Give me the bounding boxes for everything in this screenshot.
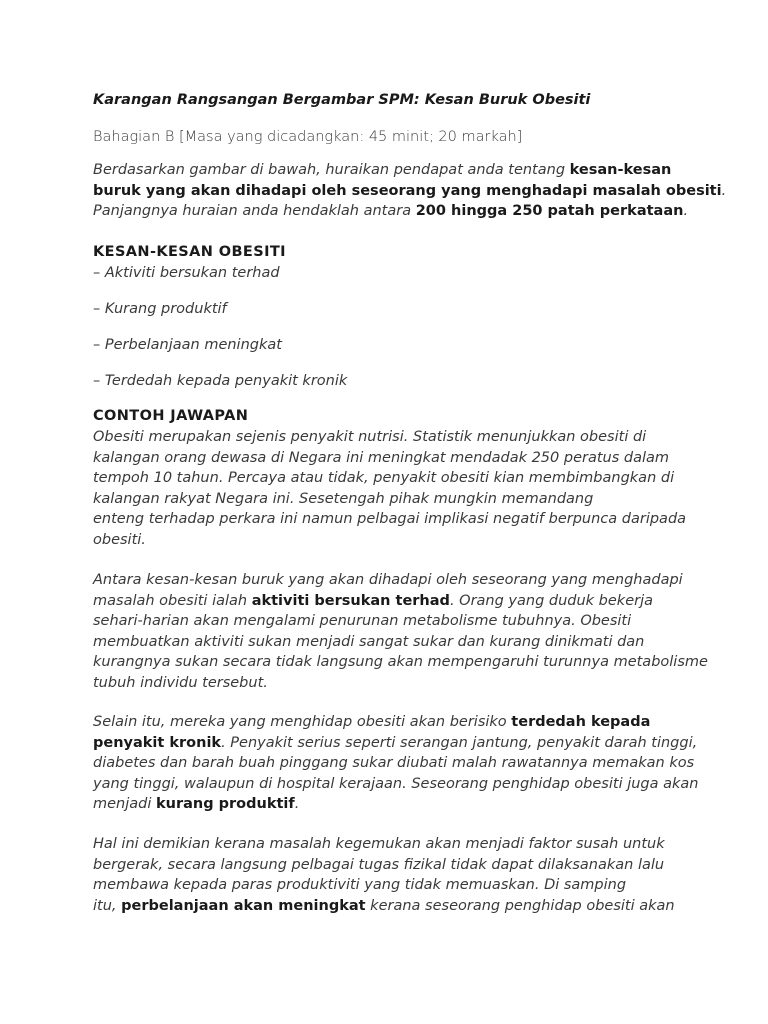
paragraph-line	[93, 896, 683, 917]
section-info: Bahagian B [Masa yang dicadangkan: 45 minit; 20 markah]	[93, 129, 523, 145]
italic-text: Statistik menunjukkan obesiti di	[412, 429, 647, 445]
text-run: menjadi	[93, 796, 156, 812]
instruction-paragraph	[93, 160, 727, 222]
text-run: .	[294, 796, 300, 812]
instruction-line	[93, 160, 683, 181]
paragraph-line: membuatkan aktiviti sukan menjadi sangat sukar dan kurang dinikmati dan	[93, 633, 645, 650]
bold-text: perbelanjaan akan meningkat	[121, 897, 366, 914]
bold-text: buruk yang akan dihadapi oleh seseorang yang menghadapi masalah obesiti	[93, 182, 722, 199]
answer-paragraph-1	[93, 427, 687, 550]
paragraph-line	[93, 733, 698, 754]
text-run: terhadap perkara ini namun pelbagai implikasi negatif berpunca daripada	[144, 511, 687, 527]
italic-text: memandang	[501, 490, 594, 507]
paragraph-line: diabetes dan barah buah pinggang sukar diubati malah rawatannya memakan kos	[93, 755, 695, 771]
kesan-heading: KESAN-KESAN OBESITI	[93, 244, 286, 260]
text-run: itu,	[93, 897, 122, 914]
paragraph-line	[93, 448, 683, 469]
answer-paragraph-2	[93, 570, 708, 693]
paragraph-line: kurangnya sukan secara tidak langsung akan mempengaruhi turunnya metabolisme	[93, 654, 708, 670]
paragraph-line: Hal ini demikian kerana masalah kegemukan akan menjadi faktor susah untuk	[93, 836, 665, 852]
text-run: Panjangnya huraian anda hendaklah antara	[93, 203, 416, 219]
text-run: kerana seseorang penghidap obesiti akan	[365, 897, 675, 914]
text-run: . Percaya atau tidak, penyakit obesiti kian membimbangkan di	[218, 470, 675, 486]
paragraph-line	[93, 591, 683, 612]
italic-text: kalangan orang dewasa di Negara ini meningkat mendadak 250 peratus dalam	[93, 449, 670, 466]
paragraph-line: Antara kesan-kesan buruk yang akan dihadapi oleh seseorang yang menghadapi	[93, 572, 683, 588]
bold-text: kesan-kesan	[569, 162, 672, 178]
contoh-heading: CONTOH JAWAPAN	[93, 408, 249, 424]
paragraph-line: sehari-harian akan mengalami penurunan metabolisme tubuhnya. Obesiti	[93, 613, 632, 629]
bold-text: terdedah kepada	[511, 714, 651, 730]
text-run: .	[683, 203, 689, 219]
paragraph-line: bergerak, secara langsung pelbagai tugas fizikal tidak dapat dilaksanakan lalu	[93, 856, 665, 873]
text-run: Berdasarkan gambar di bawah, huraikan pendapat anda tentang	[93, 162, 570, 178]
bold-text: aktiviti bersukan terhad	[251, 592, 450, 609]
italic-text: enteng	[93, 511, 145, 527]
answer-paragraph-3	[93, 712, 699, 815]
paragraph-line	[93, 794, 683, 815]
italic-text: tempoh 10 tahun	[93, 470, 219, 486]
paragraph-line: yang tinggi, walaupun di hospital kerajaan. Seseorang penghidap obesiti juga akan	[93, 775, 699, 792]
paragraph-line: tubuh individu tersebut.	[93, 674, 268, 691]
text-run: . Penyakit serius seperti serangan jantung, penyakit darah tinggi,	[221, 734, 698, 751]
paragraph-line: membawa kepada paras produktiviti yang tidak memuaskan. Di samping	[93, 877, 627, 893]
bold-text: kurang produktif	[156, 796, 295, 812]
paragraph-line	[93, 489, 683, 510]
paragraph-line	[93, 509, 687, 530]
answer-paragraph-4	[93, 834, 683, 916]
instruction-line	[93, 201, 689, 222]
bold-text: penyakit kronik	[93, 734, 222, 751]
paragraph-line	[93, 712, 683, 733]
text-run: .	[721, 182, 727, 199]
bold-text: 200 hingga 250 patah perkataan	[415, 203, 684, 219]
paragraph-line	[93, 427, 683, 448]
paragraph-line	[93, 468, 683, 489]
kesan-list-item: – Aktiviti bersukan terhad	[93, 265, 280, 281]
paragraph-line: obesiti.	[93, 531, 146, 548]
kesan-list-item: – Terdedah kepada penyakit kronik	[93, 373, 348, 389]
kesan-list-item: – Kurang produktif	[93, 301, 227, 317]
kesan-list-item: – Perbelanjaan meningkat	[93, 337, 282, 353]
text-run: kalangan rakyat Negara ini. Sesetengah pihak mungkin	[93, 490, 502, 507]
text-run: masalah obesiti ialah	[93, 592, 252, 609]
text-run: . Orang yang duduk bekerja	[449, 592, 654, 609]
instruction-line	[93, 181, 727, 202]
text-run: Obesiti merupakan sejenis penyakit nutrisi.	[93, 429, 413, 445]
text-run: Selain itu, mereka yang menghidap obesiti akan berisiko	[93, 714, 512, 730]
page-title: Karangan Rangsangan Bergambar SPM: Kesan Buruk Obesiti	[93, 92, 591, 108]
